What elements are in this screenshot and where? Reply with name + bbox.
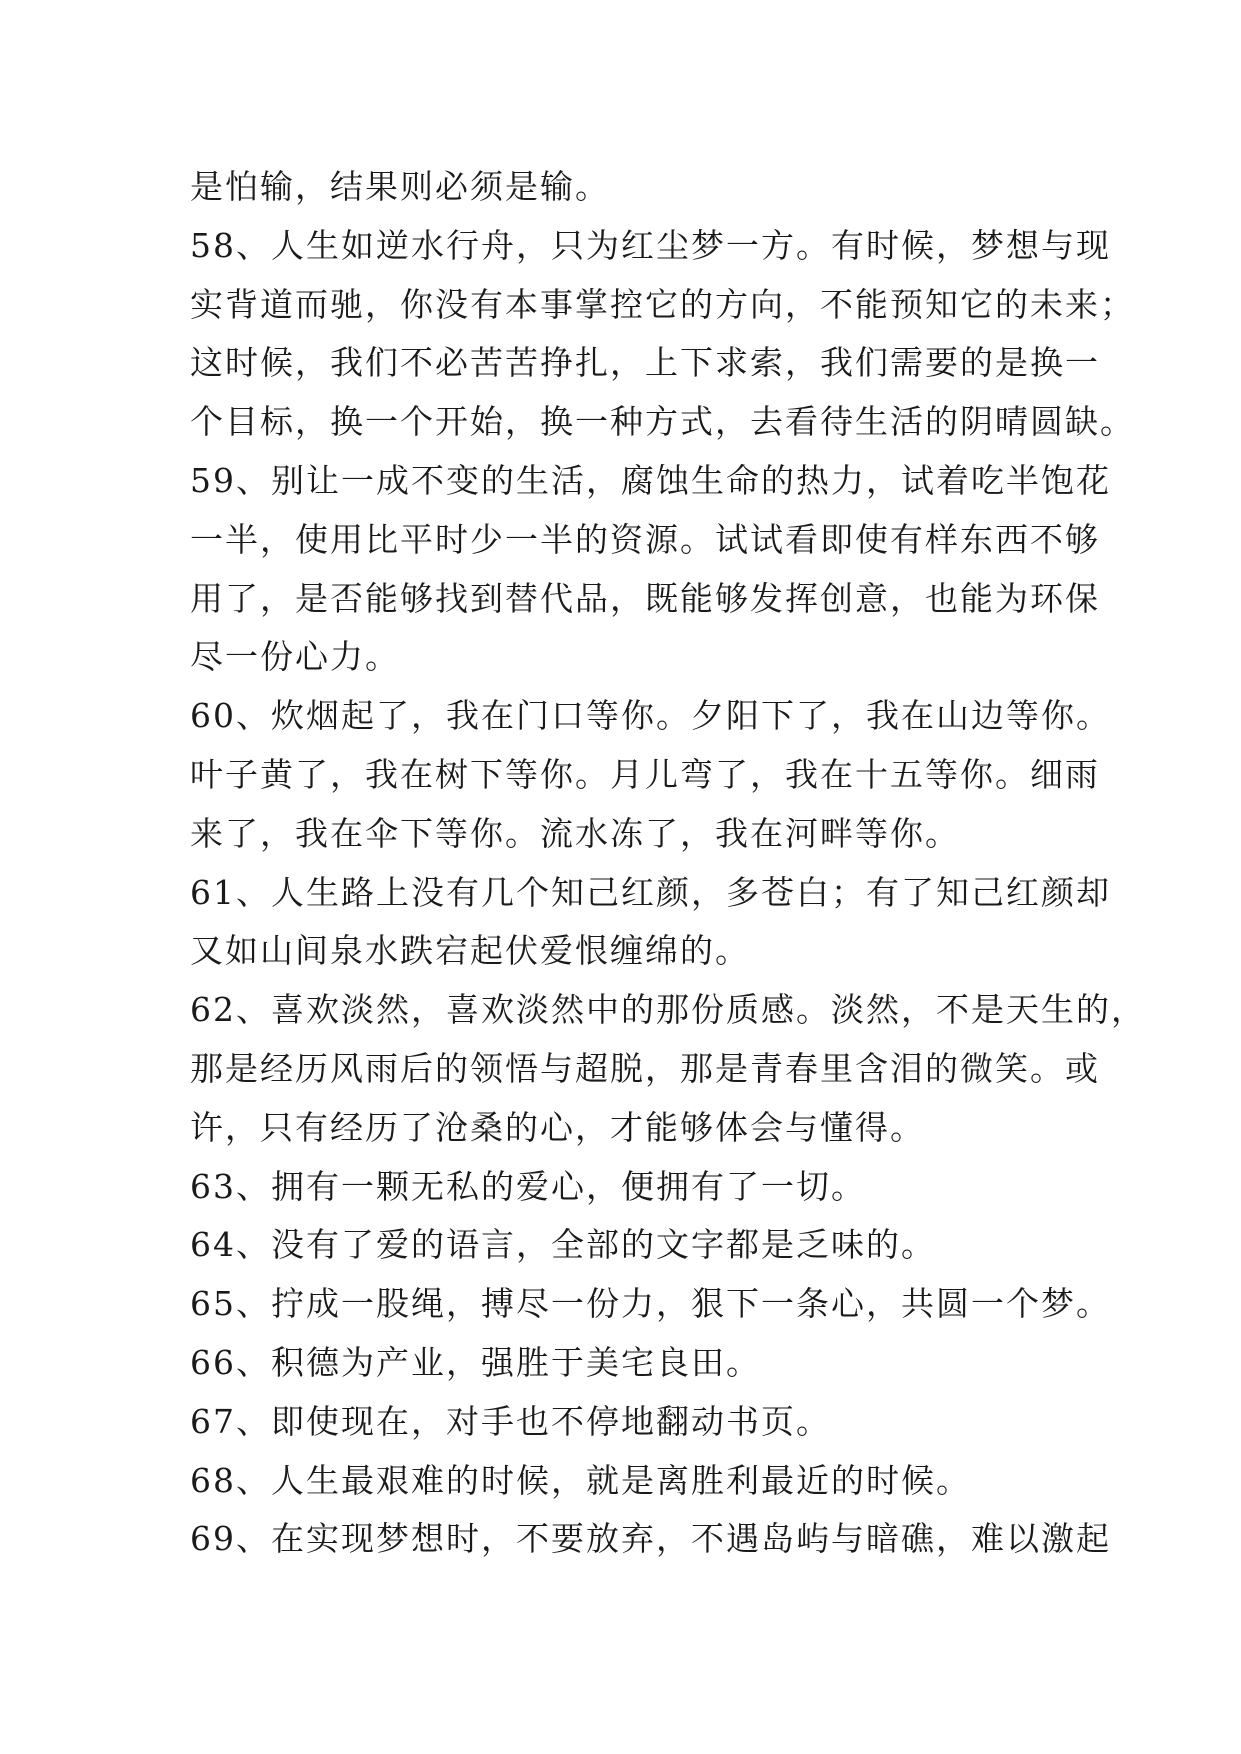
text-line: 是怕输，结果则必须是输。 [190, 167, 610, 206]
text-line: 那是经历风雨后的领悟与超脱，那是青春里含泪的微笑。或 [190, 1048, 1100, 1088]
text-line: 用了，是否能够找到替代品，既能够发挥创意，也能为环保 [190, 578, 1100, 618]
text-line: 60、炊烟起了，我在门口等你。夕阳下了，我在山边等你。 [190, 696, 1111, 736]
text-line: 65、拧成一股绳，搏尽一份力，狠下一条心，共圆一个梦。 [190, 1284, 1111, 1324]
text-line: 68、人生最艰难的时候，就是离胜利最近的时候。 [190, 1460, 971, 1500]
text-line: 69、在实现梦想时，不要放弃，不遇岛屿与暗礁，难以激起 [190, 1519, 1111, 1559]
text-line: 叶子黄了，我在树下等你。月儿弯了，我在十五等你。细雨 [190, 754, 1100, 794]
text-line: 64、没有了爱的语言，全部的文字都是乏味的。 [190, 1225, 936, 1265]
text-line: 实背道而驰，你没有本事掌控它的方向，不能预知它的未来； [190, 284, 1135, 324]
text-line: 67、即使现在，对手也不停地翻动书页。 [190, 1401, 831, 1441]
text-line: 又如山间泉水跌宕起伏爱恨缠绵的。 [190, 931, 750, 971]
text-line: 许，只有经历了沧桑的心，才能够体会与懂得。 [190, 1107, 925, 1147]
text-line: 一半，使用比平时少一半的资源。试试看即使有样东西不够 [190, 519, 1100, 559]
text-line: 61、人生路上没有几个知己红颜，多苍白；有了知己红颜却 [190, 872, 1111, 912]
text-line: 58、人生如逆水行舟，只为红尘梦一方。有时候，梦想与现 [190, 225, 1111, 265]
text-line: 63、拥有一颗无私的爱心，便拥有了一切。 [190, 1166, 866, 1206]
text-line: 来了，我在伞下等你。流水冻了，我在河畔等你。 [190, 813, 960, 853]
text-line: 62、喜欢淡然，喜欢淡然中的那份质感。淡然，不是天生的， [190, 990, 1146, 1030]
text-line: 59、别让一成不变的生活，腐蚀生命的热力，试着吃半饱花 [190, 460, 1111, 500]
text-line: 尽一份心力。 [190, 637, 400, 677]
document-body [190, 158, 1146, 1569]
text-line: 个目标，换一个开始，换一种方式，去看待生活的阴晴圆缺。 [190, 402, 1135, 442]
text-line: 这时候，我们不必苦苦挣扎，上下求索，我们需要的是换一 [190, 343, 1100, 383]
text-line: 66、积德为产业，强胜于美宅良田。 [190, 1342, 761, 1382]
